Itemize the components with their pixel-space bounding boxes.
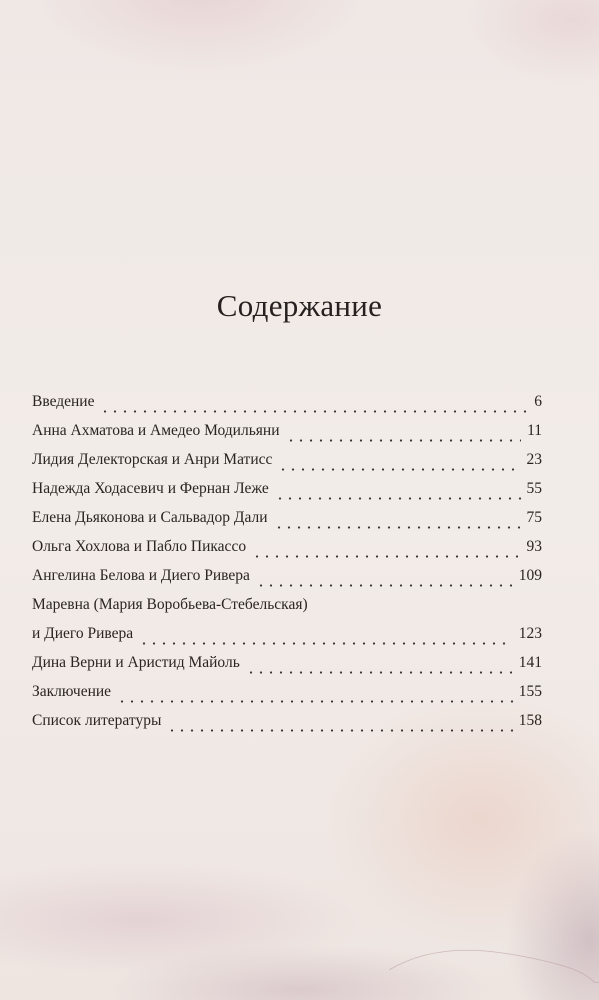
toc-entry-akhmatova-modigliani: [32, 422, 542, 451]
dot-leader: [167, 729, 512, 732]
toc-entry-delectorskaya-matisse: [32, 451, 542, 480]
toc-entry-label: Ольга Хохлова и Пабло Пикассо: [32, 538, 247, 555]
toc-entry-label: Лидия Делекторская и Анри Матисс: [32, 451, 273, 468]
toc-entry-page: 93: [526, 538, 542, 555]
toc-entry-page: 11: [527, 422, 542, 439]
toc-entry-label: Список литературы: [32, 712, 162, 729]
toc-entry-khokhlova-picasso: [32, 538, 542, 567]
toc-entry-page: 155: [518, 683, 542, 700]
toc-entry-label: Дина Верни и Аристид Майоль: [32, 654, 240, 671]
dot-leader: [275, 497, 521, 500]
toc-entry-label: Елена Дьяконова и Сальвадор Дали: [32, 509, 268, 526]
dot-leader: [278, 468, 520, 471]
dot-leader: [286, 439, 522, 442]
toc-entry-verny-maillol: [32, 654, 542, 683]
toc-entry-bibliography: [32, 712, 542, 741]
toc-entry-page: 55: [526, 480, 542, 497]
toc-entry-label: Надежда Ходасевич и Фернан Леже: [32, 480, 269, 497]
toc-entry-label: Анна Ахматова и Амедео Модильяни: [32, 422, 280, 439]
dot-leader: [100, 410, 528, 413]
toc-entry-page: 123: [518, 625, 542, 642]
decorative-swirl: [379, 890, 599, 1000]
toc-entry-page: 141: [518, 654, 542, 671]
dot-leader: [117, 700, 513, 703]
dot-leader: [139, 642, 513, 645]
toc-entry-introduction: [32, 393, 542, 422]
toc-entry-page: 158: [518, 712, 542, 729]
toc-entry-label: Ангелина Белова и Диего Ривера: [32, 567, 250, 584]
toc-entry-marevna-first-line: [32, 596, 542, 625]
toc-entry-page: 6: [534, 393, 542, 410]
toc-entry-label: Введение: [32, 393, 95, 410]
toc-entry-page: 109: [518, 567, 542, 584]
toc-entry-belova-rivera: [32, 567, 542, 596]
toc-entry-label: Заключение: [32, 683, 112, 700]
toc-entry-dyakonova-dali: [32, 509, 542, 538]
table-of-contents: [32, 393, 542, 741]
dot-leader: [246, 671, 513, 674]
toc-entry-label: Маревна (Мария Воробьева-Стебельская): [32, 596, 308, 613]
dot-leader: [274, 526, 521, 529]
dot-leader: [252, 555, 520, 558]
dot-leader: [256, 584, 513, 587]
page-title: Содержание: [216, 288, 383, 323]
toc-entry-label: и Диего Ривера: [32, 625, 134, 642]
toc-entry-conclusion: [32, 683, 542, 712]
toc-entry-page: 75: [526, 509, 542, 526]
toc-entry-khodasevich-leger: [32, 480, 542, 509]
toc-entry-page: 23: [526, 451, 542, 468]
toc-entry-marevna-rivera: [32, 625, 542, 654]
